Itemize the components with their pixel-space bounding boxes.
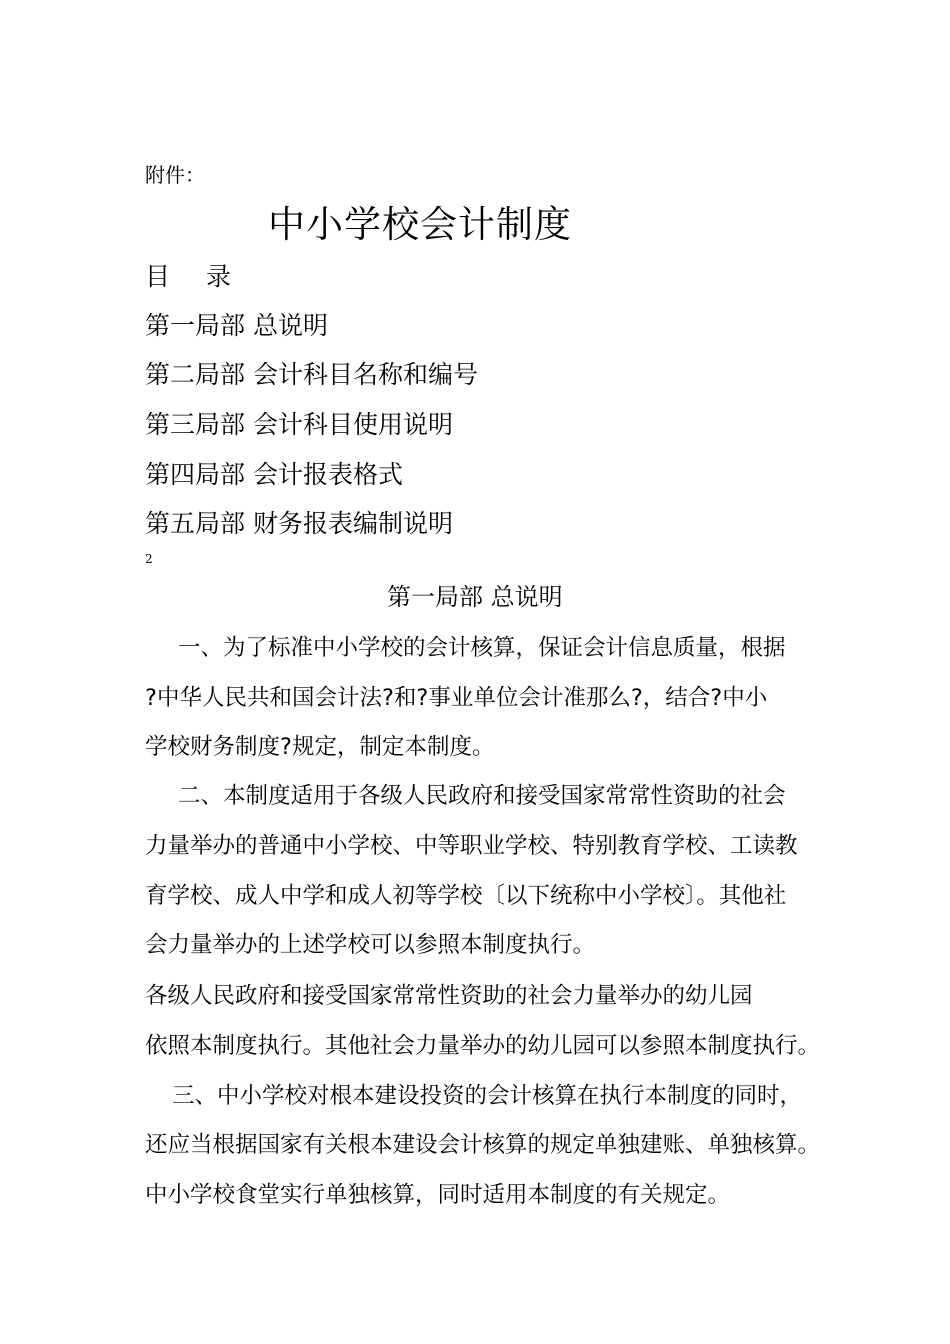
paragraph-line: 三、中小学校对根本建设投资的会计核算在执行本制度的同时， [172, 1083, 803, 1109]
toc-heading: 目 录 [145, 262, 245, 291]
paragraph-line: 力量举办的普通中小学校、中等职业学校、特别教育学校、工读教 [145, 833, 798, 859]
toc-item-3: 第三局部 会计科目使用说明 [145, 410, 453, 439]
toc-item-4: 第四局部 会计报表格式 [145, 460, 403, 489]
paragraph-line: 学校财务制度?规定，制定本制度。 [145, 734, 495, 760]
paragraph-line: 育学校、成人中学和成人初等学校〔以下统称中小学校〕。其他社 [145, 883, 787, 909]
paragraph-line: 中小学校食堂实行单独核算，同时适用本制度的有关规定。 [145, 1182, 731, 1208]
paragraph-line: 一、为了标准中小学校的会计核算，保证会计信息质量，根据 [178, 635, 786, 661]
toc-item-1: 第一局部 总说明 [145, 311, 328, 340]
toc-item-2: 第二局部 会计科目名称和编号 [145, 360, 478, 389]
attachment-label: 附件： [145, 163, 205, 187]
paragraph-line: 二、本制度适用于各级人民政府和接受国家常常性资助的社会 [178, 783, 786, 809]
paragraph-line: 会力量举办的上述学校可以参照本制度执行。 [145, 932, 596, 958]
paragraph-line: 各级人民政府和接受国家常常性资助的社会力量举办的幼儿园 [145, 983, 753, 1009]
paragraph-line: 依照本制度执行。其他社会力量举办的幼儿园可以参照本制度执行。 [145, 1033, 821, 1059]
paragraph-line: ?中华人民共和国会计法?和?事业单位会计准那么?，结合?中小 [145, 685, 768, 711]
toc-item-5: 第五局部 财务报表编制说明 [145, 509, 453, 538]
section-heading: 第一局部 总说明 [387, 583, 563, 611]
page-number: 2 [145, 552, 153, 566]
paragraph-line: 还应当根据国家有关根本建设会计核算的规定单独建账、单独核算。 [145, 1132, 821, 1158]
document-title: 中小学校会计制度 [268, 203, 572, 246]
